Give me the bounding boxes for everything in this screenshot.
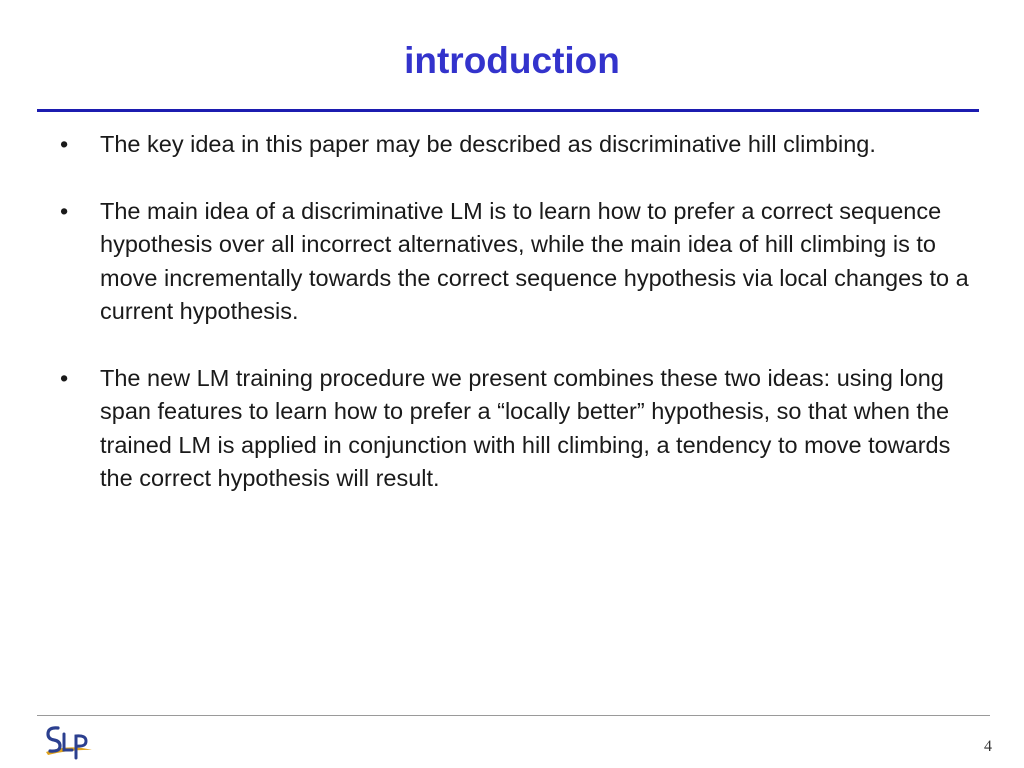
page-number: 4 (984, 738, 992, 755)
bullet-text: The main idea of a discriminative LM is to learn how to prefer a correct sequence hypothesis over all incorrect alternatives, while the main idea of hill climbing is to move incrementally towards the correct sequence hypothesis via local changes to a current hypothesis. (100, 197, 969, 324)
slp-logo (42, 722, 94, 762)
bullet-text: The key idea in this paper may be described as discriminative hill climbing. (100, 131, 876, 157)
bullet-dot: • (60, 197, 69, 224)
bullet-item (60, 128, 980, 162)
bullet-dot: • (60, 131, 69, 157)
slide-title: introduction (404, 40, 620, 81)
bullet-item (60, 195, 980, 329)
bullet-item (60, 362, 980, 496)
bullet-text: The new LM training procedure we present combines these two ideas: using long span features to learn how to prefer a “locally better” hypothesis, so that when the trained LM is applied in conjunction with hill climbing, a tendency to move towards the correct hypothesis will result. (100, 364, 951, 491)
title-divider (37, 109, 979, 112)
bullet-dot: • (60, 364, 69, 391)
footer-divider (37, 715, 990, 716)
bullet-list (60, 128, 980, 529)
